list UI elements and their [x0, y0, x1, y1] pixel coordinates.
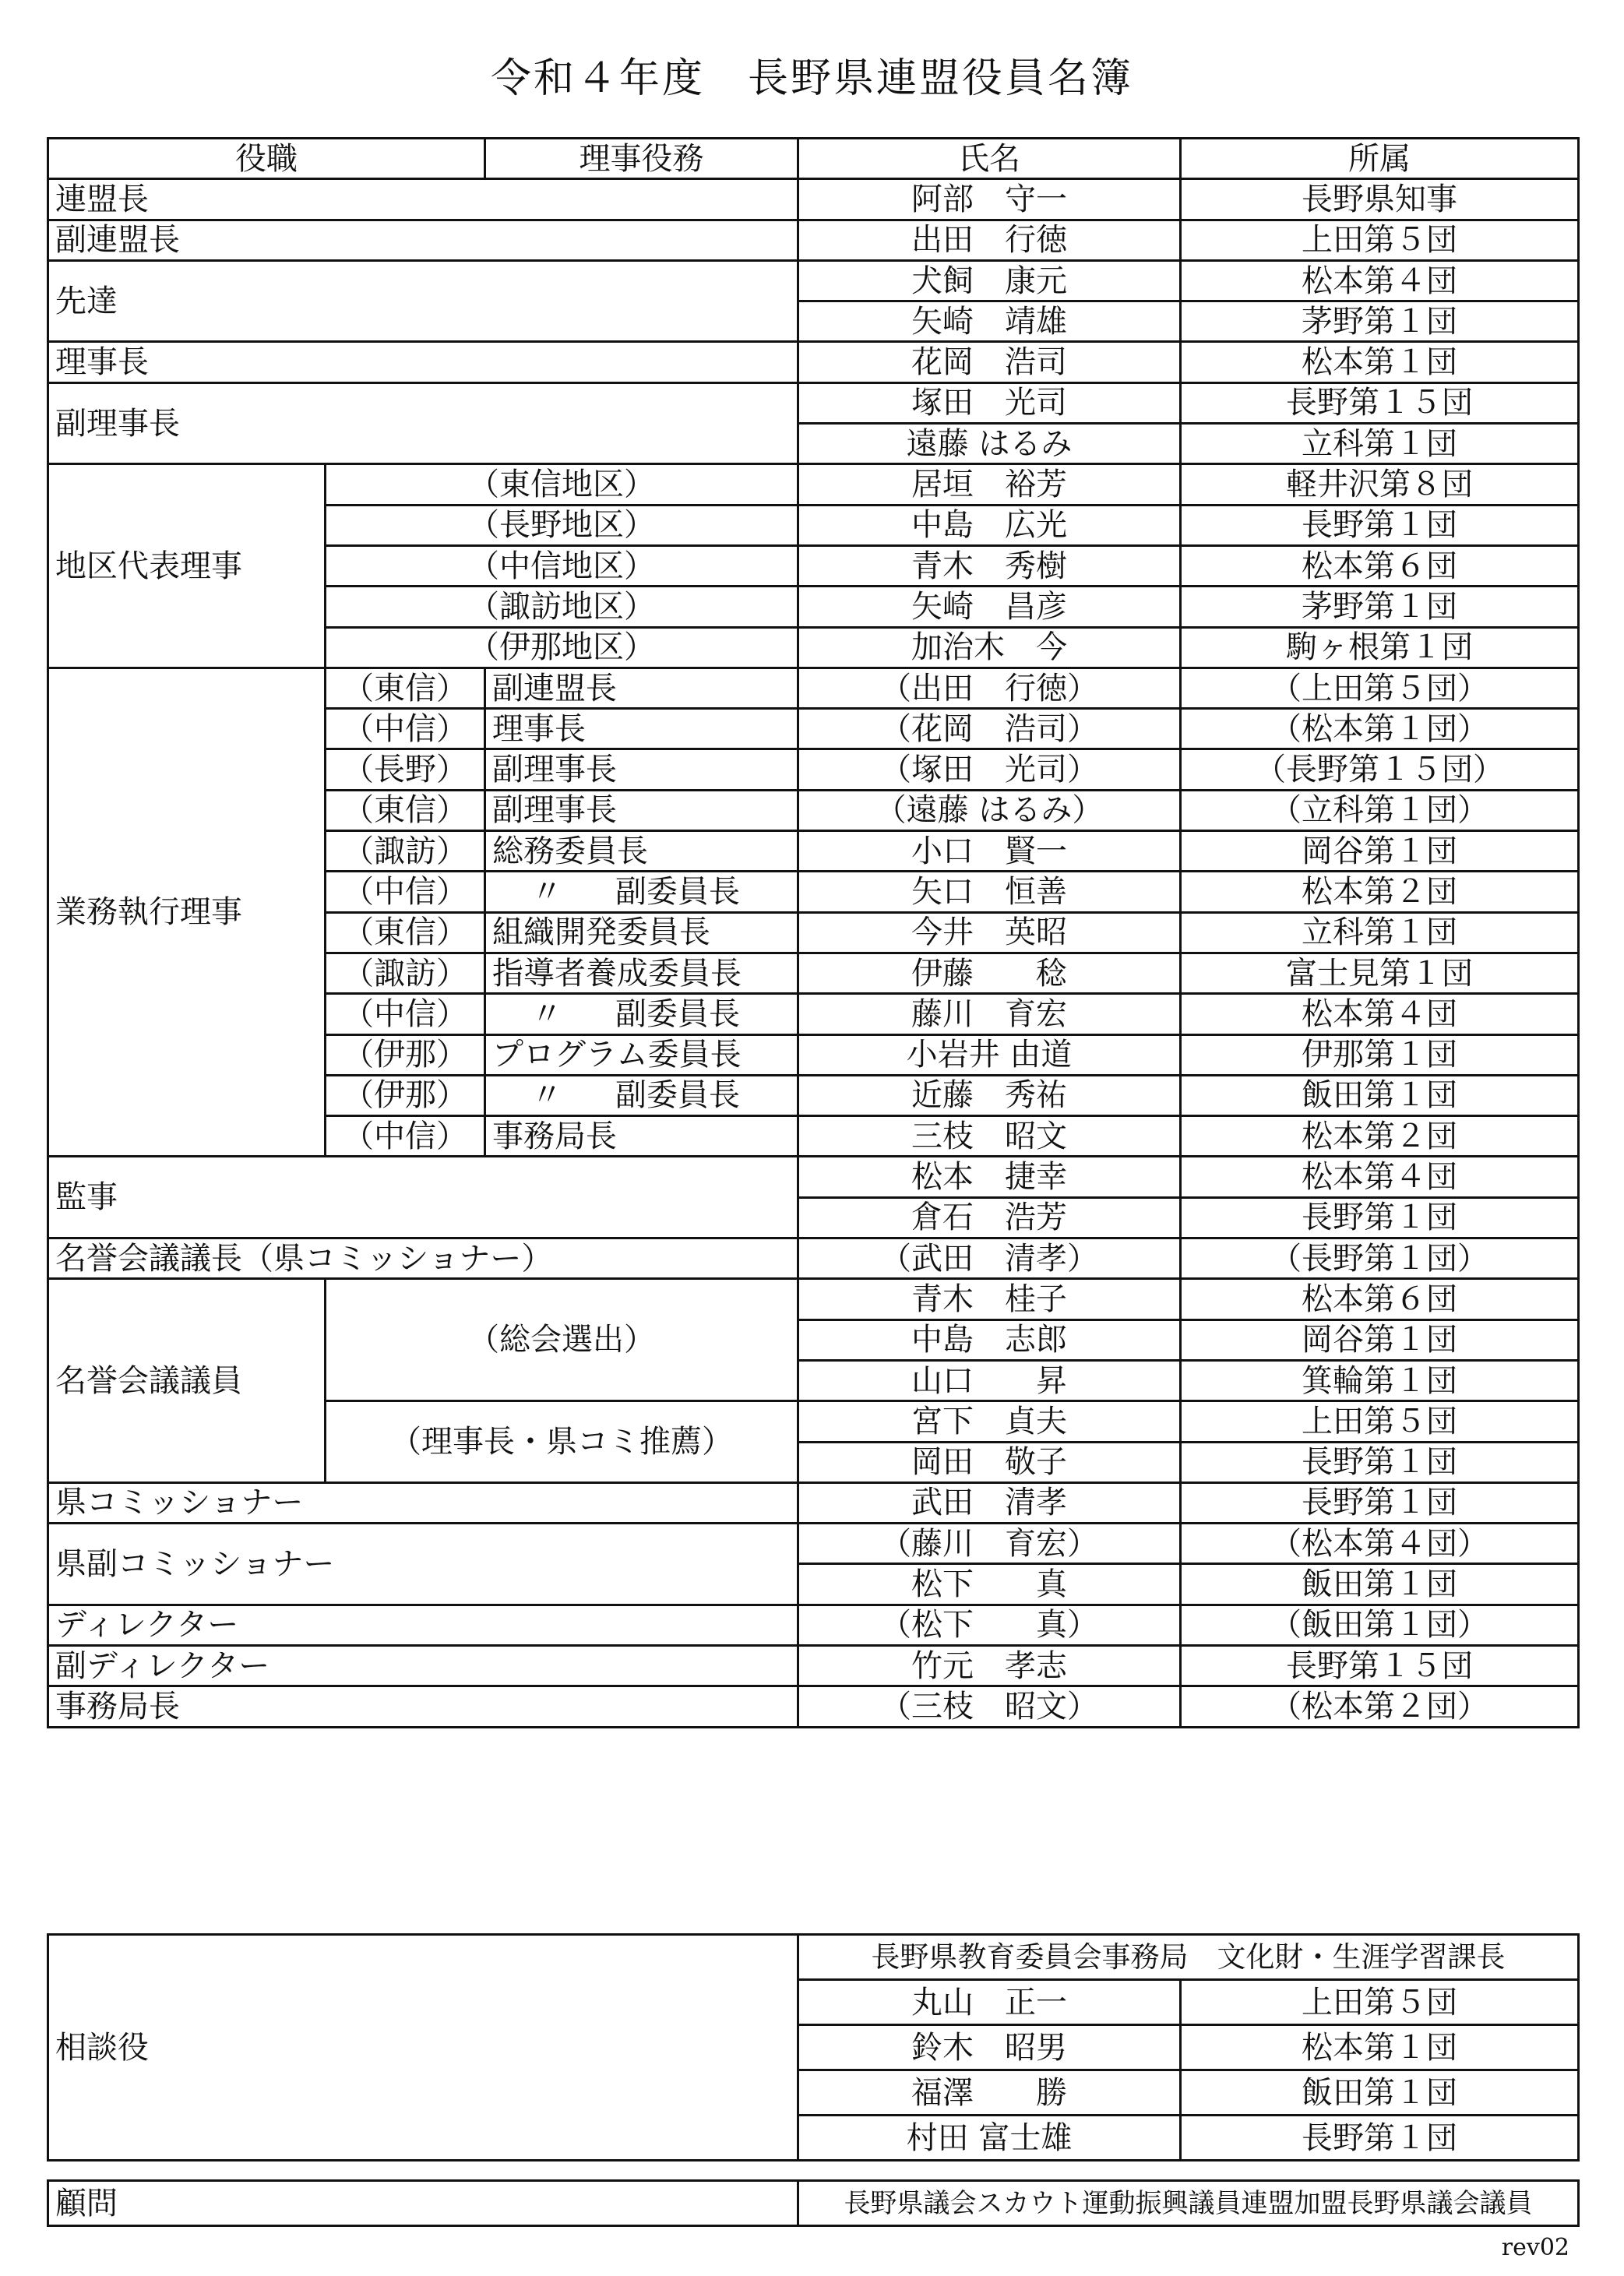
role-label: 業務執行理事 — [48, 668, 326, 1157]
person-name: 花岡 浩司 — [798, 342, 1181, 382]
exec-region: （長野） — [326, 749, 485, 790]
person-affiliation: 長野第１団 — [1181, 1482, 1579, 1523]
person-affiliation: （立科第１団） — [1181, 790, 1579, 830]
person-name: 藤川 育宏 — [798, 994, 1181, 1034]
role-label: 名誉会議議長（県コミッショナー） — [48, 1238, 798, 1279]
table-row — [48, 1605, 1579, 1645]
person-affiliation: 上田第５団 — [1181, 220, 1579, 260]
table-row — [48, 1645, 1579, 1686]
exec-duty-text: 副委員長 — [615, 995, 740, 1032]
role-label: 副ディレクター — [48, 1645, 798, 1686]
exec-duty — [485, 872, 798, 912]
person-affiliation: 長野第１団 — [1181, 1197, 1579, 1238]
person-name: 矢崎 靖雄 — [798, 301, 1181, 342]
table-row — [48, 1686, 1579, 1727]
honor-group-label: （理事長・県コミ推薦） — [326, 1401, 798, 1483]
person-affiliation: （飯田第１団） — [1181, 1605, 1579, 1645]
exec-region: （東信） — [326, 668, 485, 708]
header-role: 役職 — [48, 139, 485, 179]
person-affiliation: （松本第２団） — [1181, 1686, 1579, 1727]
role-label: 連盟長 — [48, 179, 798, 220]
table-row — [48, 1238, 1579, 1279]
person-name: 松本 捷幸 — [798, 1157, 1181, 1197]
role-label: 地区代表理事 — [48, 464, 326, 668]
person-affiliation: 上田第５団 — [1181, 1980, 1579, 2025]
person-name: 岡田 敬子 — [798, 1442, 1181, 1482]
person-name: 青木 桂子 — [798, 1279, 1181, 1319]
table-row — [48, 342, 1579, 382]
officer-table — [47, 137, 1580, 1728]
person-affiliation: （長野第１５団） — [1181, 749, 1579, 790]
person-name: 山口 昇 — [798, 1360, 1181, 1400]
person-name: （出田 行徳） — [798, 668, 1181, 708]
person-name: （遠藤 はるみ） — [798, 790, 1181, 830]
person-affiliation: 松本第１団 — [1181, 2025, 1579, 2070]
person-name: 村田 富士雄 — [798, 2116, 1181, 2161]
person-name: 小口 賢一 — [798, 831, 1181, 872]
area-label: （長野地区） — [326, 505, 798, 545]
person-name: 近藤 秀祐 — [798, 1075, 1181, 1115]
advisor-role: 顧問 — [48, 2181, 798, 2226]
person-name: 居垣 裕芳 — [798, 464, 1181, 505]
person-name: （松下 真） — [798, 1605, 1181, 1645]
role-label: 監事 — [48, 1157, 798, 1238]
table-row — [48, 179, 1579, 220]
table-row — [48, 1935, 1579, 1980]
exec-duty: 事務局長 — [485, 1116, 798, 1157]
area-label: （中信地区） — [326, 545, 798, 586]
person-affiliation: 飯田第１団 — [1181, 1075, 1579, 1115]
table-row — [48, 668, 1579, 708]
header-duty: 理事役務 — [485, 139, 798, 179]
header-row — [48, 139, 1579, 179]
person-affiliation: 茅野第１団 — [1181, 587, 1579, 627]
person-affiliation: 箕輪第１団 — [1181, 1360, 1579, 1400]
exec-region: （東信） — [326, 790, 485, 830]
table-row — [48, 1279, 1579, 1319]
person-affiliation: 岡谷第１団 — [1181, 1319, 1579, 1360]
table-row — [48, 464, 1579, 505]
person-name: 矢崎 昌彦 — [798, 587, 1181, 627]
role-label: 副理事長 — [48, 382, 798, 464]
area-label: （東信地区） — [326, 464, 798, 505]
exec-duty: プログラム委員長 — [485, 1034, 798, 1075]
exec-duty: 副理事長 — [485, 790, 798, 830]
person-affiliation: 富士見第１団 — [1181, 953, 1579, 993]
person-affiliation: 松本第２団 — [1181, 1116, 1579, 1157]
person-name: 松下 真 — [798, 1564, 1181, 1605]
person-affiliation: 松本第４団 — [1181, 260, 1579, 301]
header-affiliation: 所属 — [1181, 139, 1579, 179]
person-name: 今井 英昭 — [798, 912, 1181, 953]
exec-region: （中信） — [326, 1116, 485, 1157]
advisor-value: 長野県議会スカウト運動振興議員連盟加盟長野県議会議員 — [798, 2181, 1579, 2226]
header-name: 氏名 — [798, 139, 1181, 179]
exec-duty-text: 副委員長 — [615, 1077, 740, 1114]
exec-region: （諏訪） — [326, 953, 485, 993]
person-name: 加治木 今 — [798, 627, 1181, 668]
person-name: 青木 秀樹 — [798, 545, 1181, 586]
exec-duty — [485, 994, 798, 1034]
exec-region: （中信） — [326, 872, 485, 912]
role-label: 相談役 — [48, 1935, 798, 2161]
person-name: （藤川 育宏） — [798, 1524, 1181, 1564]
role-label: 理事長 — [48, 342, 798, 382]
person-affiliation: 松本第６団 — [1181, 545, 1579, 586]
person-name: 出田 行徳 — [798, 220, 1181, 260]
person-name: 小岩井 由道 — [798, 1034, 1181, 1075]
role-label: 名誉会議議員 — [48, 1279, 326, 1482]
person-name: （塚田 光司） — [798, 749, 1181, 790]
exec-region: （東信） — [326, 912, 485, 953]
person-affiliation: 伊那第１団 — [1181, 1034, 1579, 1075]
person-affiliation: 松本第２団 — [1181, 872, 1579, 912]
table-row — [48, 382, 1579, 423]
table-row — [48, 220, 1579, 260]
person-name: （花岡 浩司） — [798, 709, 1181, 749]
person-name: 竹元 孝志 — [798, 1645, 1181, 1686]
exec-region: （中信） — [326, 709, 485, 749]
person-affiliation: （上田第５団） — [1181, 668, 1579, 708]
person-name: 遠藤 はるみ — [798, 424, 1181, 464]
table-row — [48, 1524, 1579, 1564]
person-affiliation: 軽井沢第８団 — [1181, 464, 1579, 505]
person-affiliation: 飯田第１団 — [1181, 2070, 1579, 2116]
table-row — [48, 1157, 1579, 1197]
person-affiliation: 茅野第１団 — [1181, 301, 1579, 342]
role-label: 県副コミッショナー — [48, 1524, 798, 1605]
person-affiliation: 長野県知事 — [1181, 179, 1579, 220]
person-name: 三枝 昭文 — [798, 1116, 1181, 1157]
honor-group-label: （総会選出） — [326, 1279, 798, 1401]
role-label: ディレクター — [48, 1605, 798, 1645]
person-affiliation: 飯田第１団 — [1181, 1564, 1579, 1605]
person-affiliation: 長野第１５団 — [1181, 382, 1579, 423]
exec-duty — [485, 1075, 798, 1115]
exec-duty: 指導者養成委員長 — [485, 953, 798, 993]
ditto-mark: 〃 — [531, 873, 562, 910]
person-affiliation: 立科第１団 — [1181, 424, 1579, 464]
person-name: 伊藤 稔 — [798, 953, 1181, 993]
person-name: 阿部 守一 — [798, 179, 1181, 220]
role-label: 県コミッショナー — [48, 1482, 798, 1523]
person-affiliation: 松本第１団 — [1181, 342, 1579, 382]
consultant-table — [47, 1933, 1580, 2161]
person-name: 丸山 正一 — [798, 1980, 1181, 2025]
area-label: （伊那地区） — [326, 627, 798, 668]
area-label: （諏訪地区） — [326, 587, 798, 627]
person-affiliation: （松本第１団） — [1181, 709, 1579, 749]
person-name: 宮下 貞夫 — [798, 1401, 1181, 1442]
person-affiliation: 長野第１５団 — [1181, 1645, 1579, 1686]
person-affiliation: （松本第４団） — [1181, 1524, 1579, 1564]
revision-label: rev02 — [1501, 2234, 1569, 2261]
table-row — [48, 260, 1579, 301]
person-affiliation: （長野第１団） — [1181, 1238, 1579, 1279]
person-affiliation: 松本第４団 — [1181, 1157, 1579, 1197]
person-name: （武田 清孝） — [798, 1238, 1181, 1279]
person-name: 犬飼 康元 — [798, 260, 1181, 301]
person-affiliation: 長野第１団 — [1181, 1442, 1579, 1482]
person-name: 塚田 光司 — [798, 382, 1181, 423]
person-name: 武田 清孝 — [798, 1482, 1181, 1523]
exec-region: （伊那） — [326, 1034, 485, 1075]
page-title: 令和４年度 長野県連盟役員名簿 — [490, 55, 1133, 102]
person-affiliation: 駒ヶ根第１団 — [1181, 627, 1579, 668]
exec-duty: 総務委員長 — [485, 831, 798, 872]
table-row — [48, 2181, 1579, 2226]
exec-duty-text: 副委員長 — [615, 873, 740, 910]
person-affiliation: 立科第１団 — [1181, 912, 1579, 953]
table-row — [48, 1482, 1579, 1523]
exec-duty: 副連盟長 — [485, 668, 798, 708]
exec-duty: 組織開発委員長 — [485, 912, 798, 953]
role-label: 事務局長 — [48, 1686, 798, 1727]
person-name: 矢口 恒善 — [798, 872, 1181, 912]
person-name: 倉石 浩芳 — [798, 1197, 1181, 1238]
role-label: 先達 — [48, 260, 798, 342]
exec-region: （諏訪） — [326, 831, 485, 872]
ditto-mark: 〃 — [531, 1077, 562, 1114]
person-name: 中島 広光 — [798, 505, 1181, 545]
exec-region: （伊那） — [326, 1075, 485, 1115]
advisor-table — [47, 2179, 1580, 2227]
person-affiliation: 上田第５団 — [1181, 1401, 1579, 1442]
person-affiliation: 長野第１団 — [1181, 505, 1579, 545]
person-affiliation: 岡谷第１団 — [1181, 831, 1579, 872]
exec-region: （中信） — [326, 994, 485, 1034]
person-affiliation: 長野第１団 — [1181, 2116, 1579, 2161]
role-label: 副連盟長 — [48, 220, 798, 260]
person-name: 福澤 勝 — [798, 2070, 1181, 2116]
consult-header: 長野県教育委員会事務局 文化財・生涯学習課長 — [798, 1935, 1579, 1980]
ditto-mark: 〃 — [531, 995, 562, 1032]
person-name: （三枝 昭文） — [798, 1686, 1181, 1727]
person-name: 鈴木 昭男 — [798, 2025, 1181, 2070]
exec-duty: 理事長 — [485, 709, 798, 749]
person-name: 中島 志郎 — [798, 1319, 1181, 1360]
person-affiliation: 松本第６団 — [1181, 1279, 1579, 1319]
exec-duty: 副理事長 — [485, 749, 798, 790]
person-affiliation: 松本第４団 — [1181, 994, 1579, 1034]
